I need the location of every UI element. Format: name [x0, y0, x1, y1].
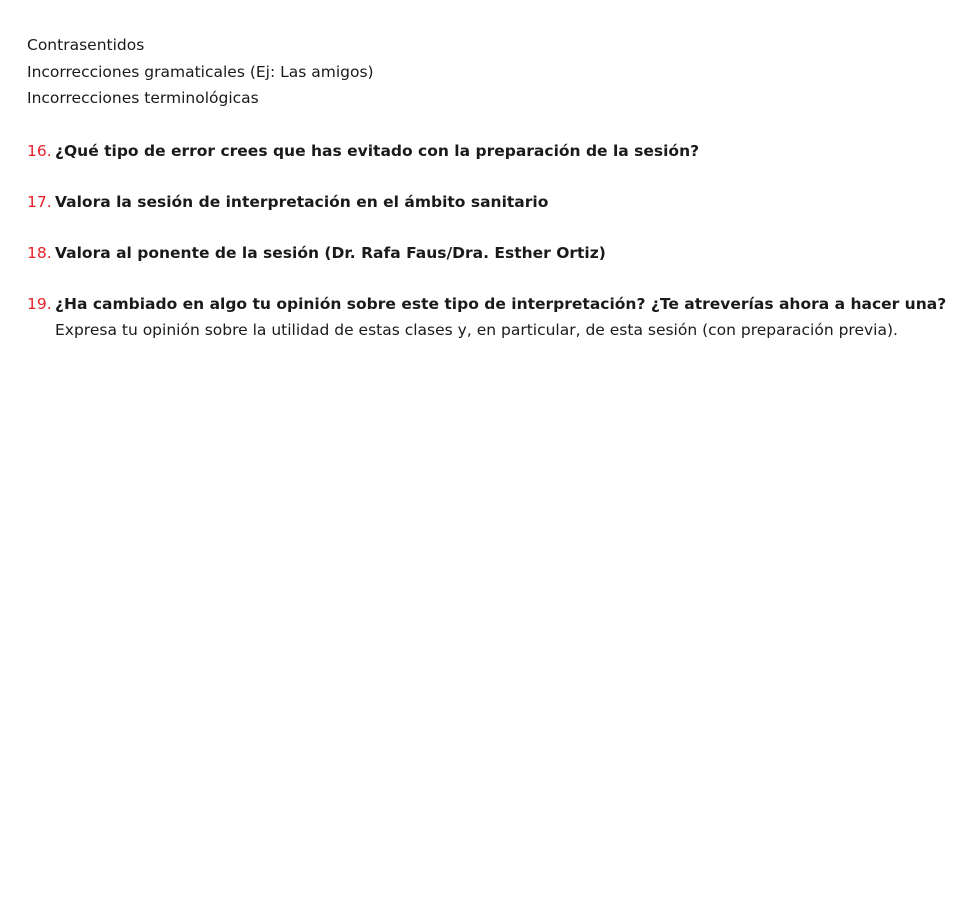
question-number: 17. — [27, 192, 52, 211]
question-number: 16. — [27, 141, 52, 160]
question-body — [55, 138, 937, 164]
question-number: 18. — [27, 243, 52, 262]
question-text: Valora al ponente de la sesión (Dr. Rafa Faus/Dra. Esther Ortiz) — [55, 243, 606, 262]
question-16 — [27, 138, 937, 164]
question-17 — [27, 189, 937, 215]
error-type-item: Incorrecciones gramaticales (Ej: Las amigos) — [27, 62, 374, 81]
error-type-item: Contrasentidos — [27, 36, 145, 54]
question-19 — [27, 291, 947, 343]
question-number: 19. — [27, 294, 52, 313]
survey-page — [27, 32, 947, 343]
question-body — [55, 189, 937, 215]
question-text: ¿Qué tipo de error crees que has evitado con la preparación de la sesión? — [55, 141, 700, 160]
question-subtext: Expresa tu opinión sobre la utilidad de estas clases y, en particular, de esta sesión (con preparación previa). — [55, 320, 898, 339]
question-body — [55, 240, 937, 266]
question-text: ¿Ha cambiado en algo tu opinión sobre este tipo de interpretación? ¿Te atreverías ahora a hacer una? — [55, 294, 947, 313]
question-body — [55, 291, 946, 343]
error-type-item: Incorrecciones terminológicas — [27, 89, 259, 107]
question-text: Valora la sesión de interpretación en el ámbito sanitario — [55, 192, 549, 211]
error-type-list — [27, 32, 937, 112]
question-18 — [27, 240, 937, 266]
